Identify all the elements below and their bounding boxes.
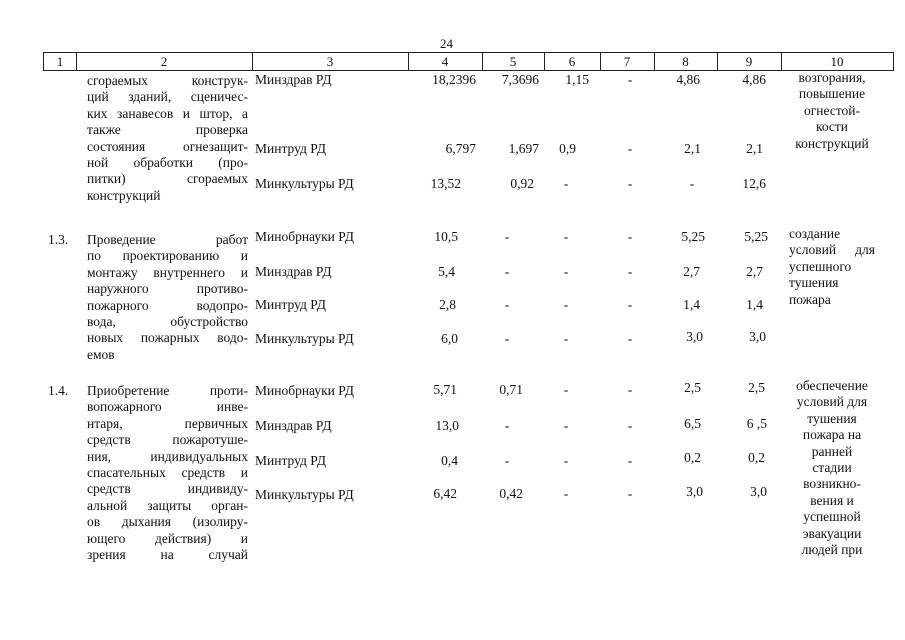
value-col5: -	[504, 229, 510, 244]
org-name: Минздрав РД	[255, 264, 332, 279]
value-col6: -	[563, 297, 569, 312]
value-col4: 18,2396	[432, 72, 476, 87]
value-col6: -	[563, 331, 569, 346]
value-col7: -	[627, 331, 633, 346]
col-header: 3	[326, 54, 334, 69]
result-line: тушения	[807, 410, 857, 426]
value-col6: -	[563, 486, 569, 501]
expected-result	[789, 70, 875, 152]
description-line: пожарного водопро-	[87, 297, 248, 313]
value-col4: 6,0	[441, 331, 458, 346]
value-col8: 0,2	[684, 450, 701, 465]
page-number: 24	[440, 36, 453, 51]
value-col9: 2,1	[746, 141, 763, 156]
value-col8: 2,5	[684, 380, 701, 395]
description-line: зрения на случай	[87, 546, 248, 562]
value-col7: -	[627, 176, 633, 191]
value-col8: 5,25	[681, 229, 705, 244]
value-col9: 4,86	[742, 72, 766, 87]
value-col9: 0,2	[748, 450, 765, 465]
value-col8: 3,0	[686, 329, 703, 344]
col-header: 2	[160, 54, 168, 69]
description-line: ов дыхания (изолиру-	[87, 514, 248, 530]
result-line: возгорания,	[798, 70, 866, 85]
description-line: по проектированию и	[87, 248, 248, 264]
value-col4: 6,42	[433, 486, 457, 501]
col-header: 6	[568, 54, 576, 69]
description-line: также проверка	[87, 122, 248, 138]
value-col9: 2,5	[748, 380, 765, 395]
section-number: 1.4.	[48, 383, 69, 398]
value-col7: -	[627, 229, 633, 244]
col-header: 8	[682, 54, 689, 69]
value-col6: -	[563, 176, 569, 191]
value-col8: 2,1	[684, 141, 701, 156]
result-line: условий для	[796, 394, 868, 410]
result-line: стадии	[812, 459, 852, 475]
col-header: 1	[56, 54, 64, 69]
value-col7: -	[627, 486, 633, 501]
org-name: Минобрнауки РД	[255, 383, 354, 398]
description-line: спасательных средств и	[87, 464, 248, 480]
value-col9: 3,0	[750, 484, 767, 499]
value-col7: -	[627, 418, 633, 433]
description-line: сгораемых конструк-	[87, 73, 248, 88]
description-line: монтажу внутреннего и	[87, 264, 248, 280]
value-col7: -	[627, 72, 633, 87]
value-col9: 12,6	[742, 176, 766, 191]
value-col8: 6,5	[684, 416, 701, 431]
value-col4: 6,797	[445, 141, 476, 156]
result-line: эвакуации	[802, 525, 862, 541]
value-col6: -	[563, 264, 569, 279]
expected-result	[789, 378, 875, 558]
result-line: условий для	[789, 242, 875, 258]
description-line: вода, обустройство	[87, 313, 248, 329]
result-line: пожара на	[802, 427, 862, 443]
org-name: Минтруд РД	[255, 453, 326, 468]
value-col9: 3,0	[749, 329, 766, 344]
result-line: огнестой-	[803, 102, 861, 118]
description-line: вопожарного инве-	[87, 399, 248, 415]
result-line: ранней	[811, 443, 853, 459]
value-col5: 0,92	[510, 176, 534, 191]
value-col9: 1,4	[746, 297, 763, 312]
col-header: 4	[441, 54, 449, 69]
value-col7: -	[627, 453, 633, 468]
description-line: конструкций	[87, 187, 161, 203]
value-col4: 5,4	[438, 264, 455, 279]
value-col6: 0,9	[559, 141, 576, 156]
value-col5: -	[504, 453, 510, 468]
description-line: ющего действия) и	[87, 530, 248, 546]
result-line: тушения	[789, 275, 839, 291]
value-col8: 4,86	[676, 72, 700, 87]
description-line: нтаря, первичных	[87, 415, 248, 431]
value-col6: -	[563, 453, 569, 468]
column-header-row	[43, 52, 894, 71]
value-col5: -	[504, 297, 510, 312]
result-line: конструкций	[795, 135, 869, 151]
description-line: ций зданий, сценичес-	[87, 89, 248, 105]
measure-description	[87, 73, 248, 204]
value-col5: 7,3696	[501, 72, 539, 87]
value-col6: -	[563, 382, 569, 397]
col-header: 9	[745, 54, 753, 69]
org-name: Минобрнауки РД	[255, 229, 354, 244]
value-col9: 2,7	[746, 264, 763, 279]
result-line: успешного	[789, 258, 852, 274]
measure-description	[87, 232, 248, 363]
value-col6: -	[563, 418, 569, 433]
description-line: питки) сгораемых	[87, 171, 248, 187]
value-col7: -	[627, 141, 633, 156]
description-line: состояния огнезащит-	[87, 138, 248, 154]
org-name: Минтруд РД	[255, 297, 326, 312]
description-line: Приобретение проти-	[87, 383, 248, 398]
value-col5: -	[504, 331, 510, 346]
value-col8: 2,7	[683, 264, 700, 279]
org-name: Минкультуры РД	[255, 331, 354, 346]
description-line: Проведение работ	[87, 232, 248, 247]
col-header: 5	[509, 54, 517, 69]
col-header: 7	[623, 54, 631, 69]
value-col8: 3,0	[686, 484, 703, 499]
description-line: средств индивиду-	[87, 481, 248, 497]
result-line: людей при	[801, 541, 863, 557]
value-col8: -	[689, 176, 695, 191]
result-line: успешной	[803, 509, 861, 525]
description-line: емов	[87, 346, 115, 362]
description-line: ния, индивидуальных	[87, 448, 248, 464]
description-line: средств пожаротуше-	[87, 432, 248, 448]
description-line: альной защиты орган-	[87, 497, 248, 513]
result-line: пожара	[789, 291, 831, 307]
value-col4: 2,8	[439, 297, 456, 312]
value-col6: -	[563, 229, 569, 244]
value-col4: 13,52	[430, 176, 461, 191]
result-line: повышение	[798, 86, 866, 102]
col-header: 10	[830, 54, 844, 69]
description-line: ной обработки (про-	[87, 154, 248, 170]
value-col4: 13,0	[435, 418, 459, 433]
value-col6: 1,15	[565, 72, 589, 87]
value-col4: 5,71	[433, 382, 457, 397]
value-col5: 1,697	[508, 141, 539, 156]
section-number: 1.3.	[48, 232, 69, 247]
org-name: Минздрав РД	[255, 72, 332, 87]
value-col5: -	[504, 418, 510, 433]
value-col8: 1,4	[683, 297, 700, 312]
result-line: кости	[815, 119, 849, 135]
value-col7: -	[627, 297, 633, 312]
value-col9: 6 ,5	[746, 416, 767, 431]
result-line: создание	[789, 226, 841, 241]
org-name: Минкультуры РД	[255, 487, 354, 502]
description-line: новых пожарных водо-	[87, 330, 248, 346]
value-col5: -	[504, 264, 510, 279]
org-name: Минтруд РД	[255, 141, 326, 156]
value-col5: 0,71	[499, 382, 523, 397]
value-col4: 0,4	[441, 453, 458, 468]
measure-description	[87, 383, 248, 563]
value-col7: -	[627, 382, 633, 397]
value-col7: -	[627, 264, 633, 279]
description-line: ких занавесов и штор, а	[87, 105, 248, 121]
org-name: Минкультуры РД	[255, 176, 354, 191]
org-name: Минздрав РД	[255, 418, 332, 433]
result-line: вения и	[810, 492, 854, 508]
result-line: обеспечение	[796, 378, 868, 393]
result-line: возникно-	[803, 476, 861, 492]
value-col5: 0,42	[499, 486, 523, 501]
value-col9: 5,25	[744, 229, 768, 244]
value-col4: 10,5	[434, 229, 458, 244]
expected-result	[789, 226, 875, 308]
description-line: наружного противо-	[87, 281, 248, 297]
